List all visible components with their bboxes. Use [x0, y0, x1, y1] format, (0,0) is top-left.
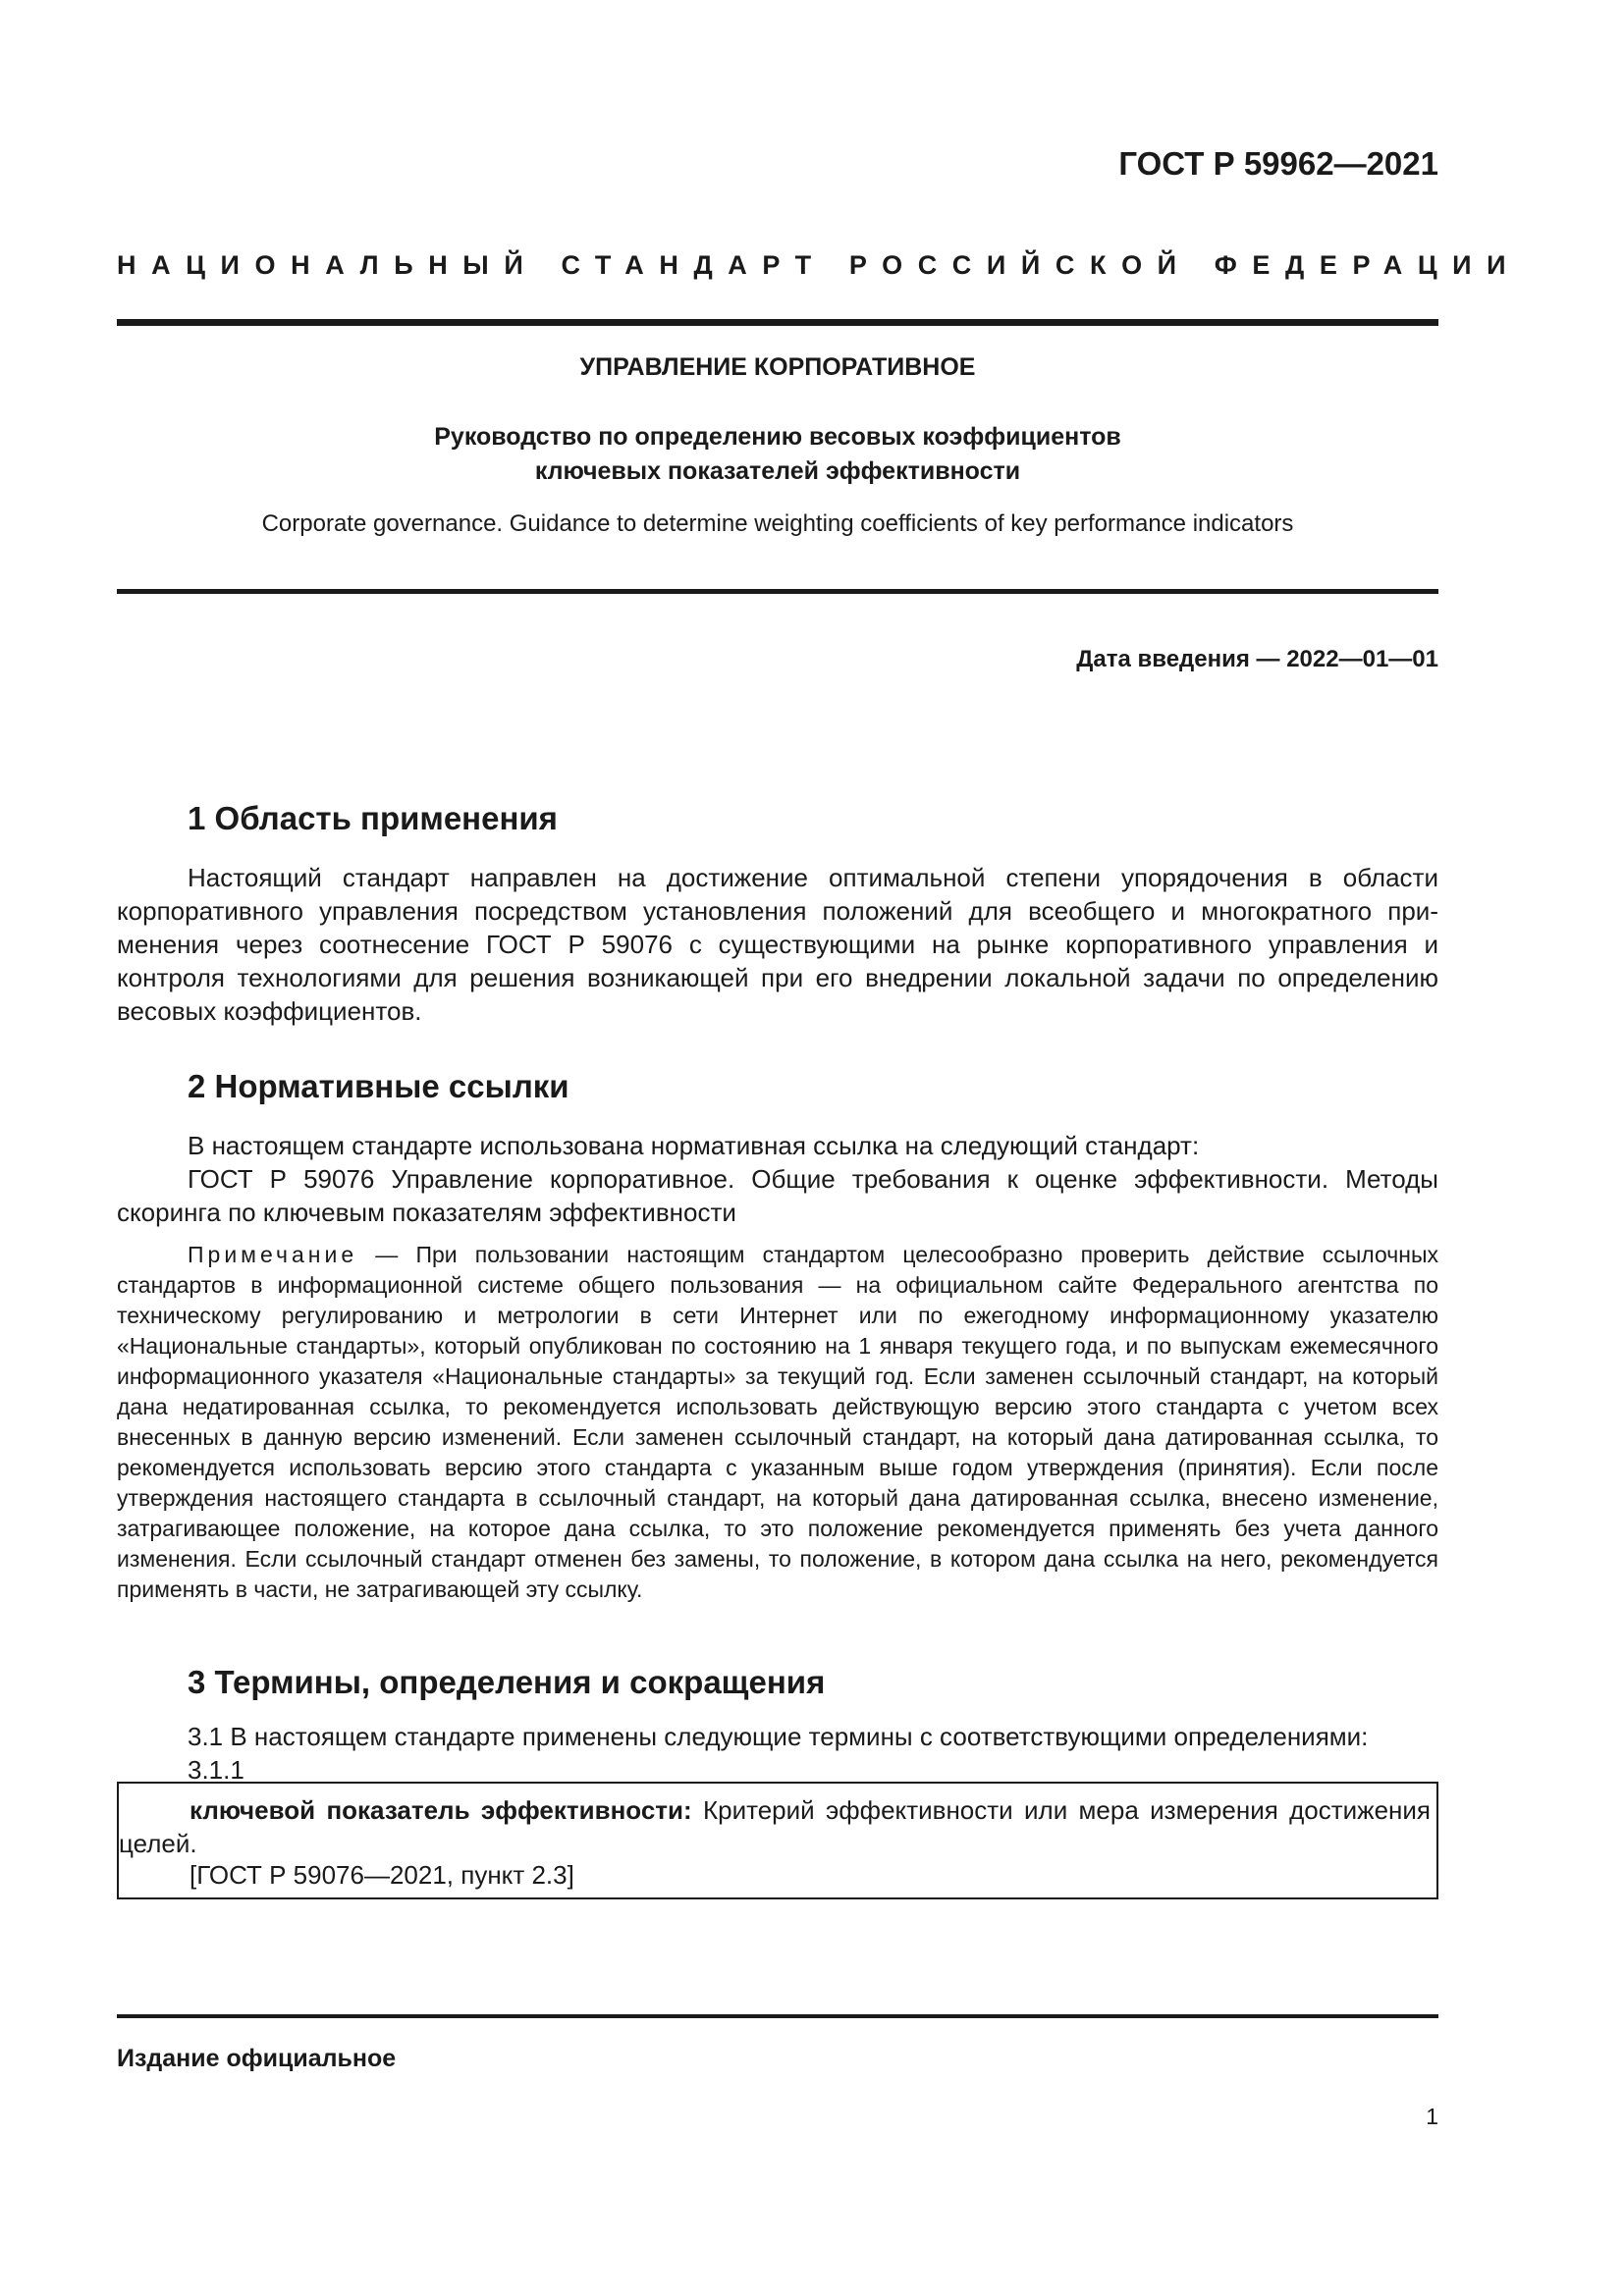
note-label: Примечание	[188, 1242, 358, 1267]
subtitle-line-2: ключевых показателей эффективности	[534, 457, 1021, 485]
top-rule	[117, 319, 1438, 326]
english-title: Corporate governance. Guidance to determine weighting coefficients of key performance indicators	[261, 510, 1294, 537]
footer-rule	[117, 2014, 1438, 2018]
section-1-text: Настоящий стандарт направлен на достижение оптимальной степени упорядочения в области корпоративного управления посредством установления положений для всеобщего и многократного применения через соотнесение ГОСТ Р 59076 с существующими на рынке корпоративного управления и контроля технологиями для решения возникающей при его внедрении локальной задачи по определению весовых коэффициентов.	[117, 863, 1438, 1026]
term-definition	[119, 1793, 1431, 1860]
term-definition-text: Критерий эффективности или мера измерения достижения целей.	[119, 1795, 1431, 1858]
page-number: 1	[1426, 2104, 1438, 2129]
note-text: — При пользовании настоящим стандартом целесообразно проверить действие ссылочных стандартов в информационной системе общего пользования — на официальном сайте Федерального агентства по техническому регулированию и метрологии в сети Интернет или по ежегодному информационному указателю «Национальные стандарты», который опубликован по состоянию на 1 января текущего года, и по выпускам ежемесячного информационного указателя «Национальные стандарты» за текущий год. Если заменен ссылочный стандарт, на который дана недатированная ссылка, то рекомендуется использовать действующую версию этого стандарта с учетом всех внесенных в данную версию изменений. Если заменен ссылочный стандарт, на который дана датированная ссылка, то рекомендуется использовать версию этого стандарта с указанным выше годом утверждения (принятия). Если после утверждения настоящего стандарта в ссылочный стандарт, на который дана датированная ссылка, внесено изменение, затрагивающее положение, на которое дана ссылка, то это положение рекомендуется применять без учета данного изменения. Если ссылочный стандарт отменен без замены, то положение, в котором дана ссылка на него, рекомендуется применять в части, не затрагивающей эту ссылку.	[117, 1242, 1438, 1602]
section-3-heading: 3 Термины, определения и сокращения	[188, 1664, 826, 1700]
introduction-date: Дата введения — 2022—01—01	[1076, 646, 1438, 672]
official-edition-label: Издание официальное	[117, 2045, 397, 2072]
document-page	[117, 0, 1522, 2296]
term-number: 3.1.1	[188, 1755, 244, 1785]
document-number: ГОСТ Р 59962—2021	[1118, 145, 1438, 182]
document-title: УПРАВЛЕНИЕ КОРПОРАТИВНОЕ	[579, 353, 976, 381]
normative-reference: ГОСТ Р 59076 Управление корпоративное. Общие требования к оценке эффективности. Методы скоринга по ключевым показателям эффективности	[117, 1164, 1438, 1227]
term-definition-box	[117, 1782, 1438, 1899]
national-standard-banner: НАЦИОНАЛЬНЫЙ СТАНДАРТ РОССИЙСКОЙ ФЕДЕРАЦИИ	[117, 250, 1522, 280]
section-2-intro: В настоящем стандарте использована нормативная ссылка на следующий стандарт:	[188, 1131, 1200, 1160]
term-source: [ГОСТ Р 59076—2021, пункт 2.3]	[189, 1860, 574, 1890]
note-paragraph	[117, 1240, 1438, 1605]
section-1-heading: 1 Область применения	[188, 800, 558, 836]
term-name: ключевой показатель эффективности:	[189, 1795, 692, 1825]
document-subtitle	[117, 420, 1438, 489]
section-3-intro: 3.1 В настоящем стандарте применены следующие термины с соответствующими определениями:	[188, 1722, 1369, 1751]
section-2-heading: 2 Нормативные ссылки	[188, 1068, 569, 1104]
subtitle-line-1: Руководство по определению весовых коэффициентов	[434, 423, 1121, 451]
title-rule	[117, 589, 1438, 594]
